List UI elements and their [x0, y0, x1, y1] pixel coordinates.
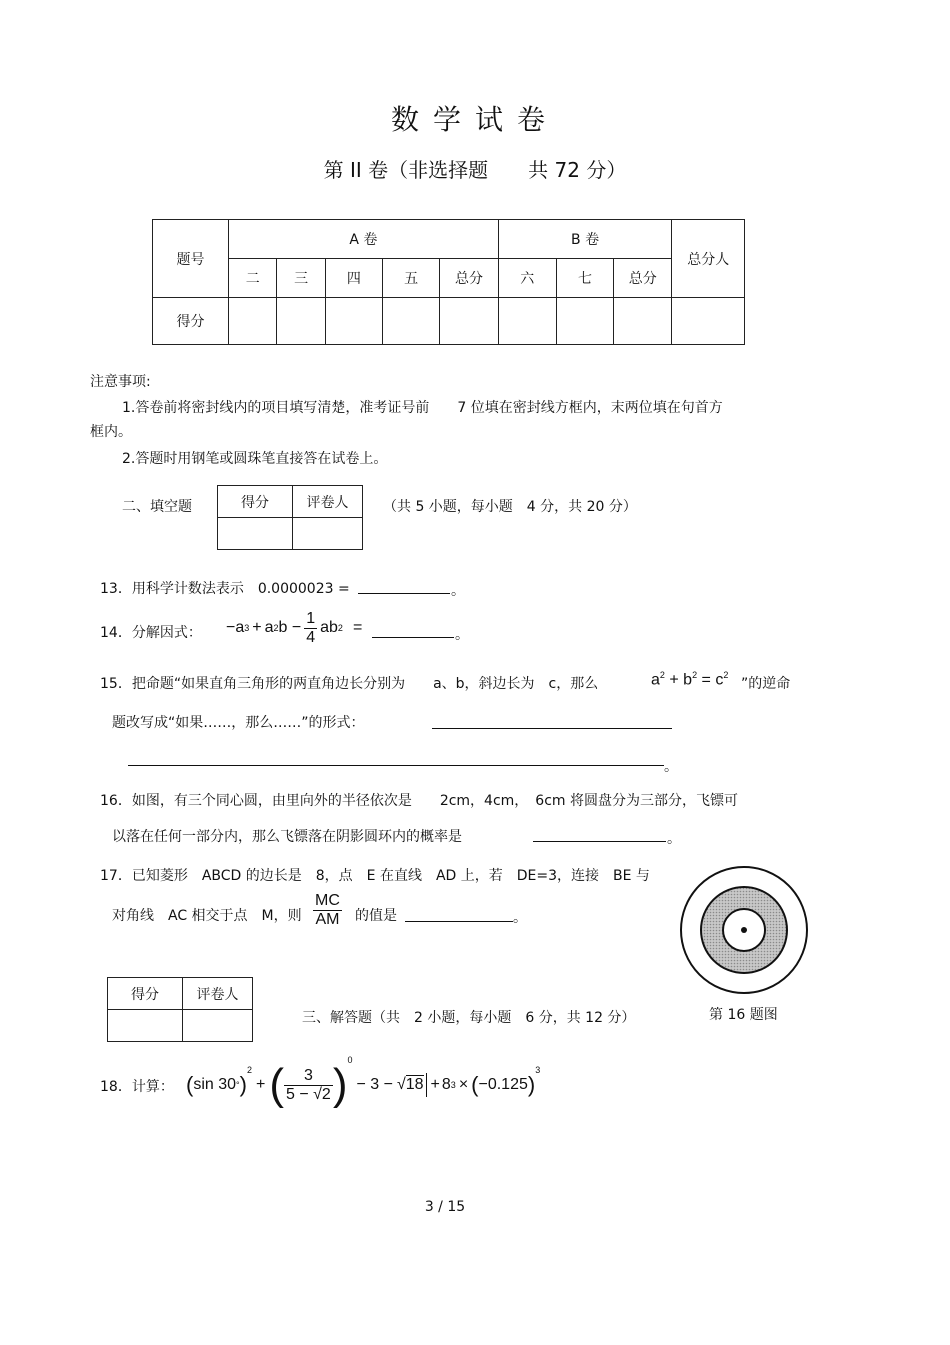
- q15-plus: +: [669, 671, 679, 689]
- q18-exp2: 2: [246, 1065, 252, 1075]
- row-label: 题号: [153, 220, 229, 298]
- score-label: 得分: [153, 298, 229, 345]
- q17-frac-num: MC: [315, 892, 340, 909]
- q18-sin: sin 30: [193, 1076, 237, 1093]
- b-col: 七: [556, 259, 613, 298]
- section3-grade-box: [107, 977, 253, 1042]
- grade-box-score-cell[interactable]: [108, 1010, 183, 1042]
- q18-frac-den-root: 2: [321, 1085, 331, 1103]
- center-dot: [741, 927, 747, 933]
- question-13-end: 。: [451, 583, 465, 599]
- question-13: 13．用科学计数法表示 0.0000023 =: [100, 581, 350, 597]
- q18-times: ×: [458, 1076, 469, 1093]
- q18-mid: − 3 −: [356, 1076, 393, 1093]
- q18-plus2: +: [430, 1076, 440, 1093]
- page-number: 3 / 15: [424, 1199, 466, 1215]
- q14-fraction: [304, 610, 317, 647]
- q15-b: b: [683, 671, 693, 689]
- q18-deg: °: [236, 1080, 240, 1090]
- score-cell[interactable]: [383, 298, 440, 345]
- q18-abs-bar: [426, 1073, 427, 1097]
- answer-blank-15a[interactable]: [432, 727, 672, 729]
- grade-box-grader: 评卷人: [293, 486, 363, 518]
- q14-exp: 2: [337, 623, 343, 633]
- score-cell[interactable]: [277, 298, 325, 345]
- grade-box-score: 得分: [218, 486, 293, 518]
- q14-term: b −: [278, 619, 302, 636]
- q14-eq: =: [352, 619, 363, 636]
- q18-big-lparen: (: [269, 1060, 284, 1109]
- q14-frac-den: 4: [306, 628, 316, 646]
- b-col: 总分: [614, 259, 672, 298]
- q15-exp: 2: [692, 670, 698, 680]
- question-14-expression: [226, 604, 362, 652]
- question-15-formula: [651, 670, 728, 689]
- q18-lparen: (: [186, 1072, 194, 1097]
- q18-frac-den: 5 − √2: [285, 1085, 331, 1103]
- grade-box-score-cell[interactable]: [218, 518, 293, 550]
- question-15-line1-end: ”的逆命: [741, 676, 791, 692]
- q18-rparen: ): [239, 1072, 247, 1097]
- b-group-header: B 卷: [498, 220, 672, 259]
- q14-exp: 3: [244, 623, 250, 633]
- a-col: 五: [383, 259, 440, 298]
- a-col: 总分: [440, 259, 498, 298]
- q18-neg: −0.125: [478, 1076, 528, 1093]
- score-table: [152, 219, 745, 345]
- q18-frac-den-a: 5 −: [285, 1085, 309, 1103]
- question-17-line2b: 的值是: [355, 908, 397, 924]
- question-16-line1: 16．如图，有三个同心圆，由里向外的半径依次是 2cm，4cm， 6cm 将圆盘分为三部分，飞镖可: [100, 793, 738, 809]
- q14-term: a: [264, 619, 274, 636]
- b-col: 六: [498, 259, 556, 298]
- grade-box-grader-cell[interactable]: [183, 1010, 253, 1042]
- score-cell[interactable]: [614, 298, 672, 345]
- grade-box-grader: 评卷人: [183, 978, 253, 1010]
- notes-item-2: 2.答题时用钢笔或圆珠笔直接答在试卷上。: [122, 451, 388, 467]
- answer-blank-14[interactable]: [372, 636, 454, 638]
- q18-lparen2: (: [471, 1072, 479, 1097]
- question-17-line2a: 对角线 AC 相交于点 M，则: [112, 908, 302, 924]
- a-col: 三: [277, 259, 325, 298]
- q15-eq: = c: [701, 671, 724, 689]
- notes-item-1: 1.答卷前将密封线内的项目填写清楚，准考证号前 7 位填在密封线方框内，末两位填在句首方: [122, 400, 723, 416]
- section2-grade-box: [217, 485, 363, 550]
- q14-term: −a: [226, 619, 245, 636]
- score-cell[interactable]: [498, 298, 556, 345]
- section2-label: 二、填空题: [122, 499, 192, 515]
- q17-fraction: [313, 892, 342, 929]
- q18-exp3a: 3: [450, 1080, 456, 1090]
- section3-info: 三、解答题（共 2 小题，每小题 6 分，共 12 分）: [302, 1010, 636, 1026]
- page-title: 数学试卷: [390, 103, 559, 136]
- q14-frac-num: 1: [306, 609, 316, 627]
- q18-exp3b: 3: [535, 1065, 541, 1075]
- q18-eight: 8: [441, 1076, 451, 1093]
- answer-blank-16[interactable]: [533, 840, 666, 842]
- q15-exp: 2: [723, 670, 729, 680]
- question-18-prefix: 18．计算：: [100, 1079, 174, 1095]
- q15-exp: 2: [659, 670, 665, 680]
- question-16-line2: 以落在任何一部分内，那么飞镖落在阴影圆环内的概率是: [112, 829, 462, 845]
- answer-blank-13[interactable]: [358, 592, 450, 594]
- q17-frac-den: AM: [315, 911, 340, 928]
- score-cell[interactable]: [229, 298, 277, 345]
- question-14-prefix: 14．分解因式：: [100, 625, 202, 641]
- q18-rparen2: ): [527, 1072, 536, 1097]
- question-17-line1: 17．已知菱形 ABCD 的边长是 8，点 E 在直线 AD 上，若 DE=3，连接 BE 与: [100, 868, 650, 884]
- q18-exp0: 0: [347, 1055, 353, 1065]
- question-16-end: 。: [667, 831, 681, 847]
- answer-blank-15b[interactable]: [128, 764, 664, 766]
- question-15-line2: 题改写成“如果……，那么……”的形式：: [112, 715, 365, 731]
- total-person-header: 总分人: [672, 220, 745, 298]
- q14-plus: +: [252, 619, 262, 636]
- score-cell[interactable]: [440, 298, 498, 345]
- grade-box-score: 得分: [108, 978, 183, 1010]
- a-col: 四: [325, 259, 382, 298]
- score-cell[interactable]: [556, 298, 613, 345]
- page-subtitle: 第 II 卷（非选择题 共 72 分）: [323, 158, 627, 182]
- score-cell[interactable]: [325, 298, 382, 345]
- score-cell[interactable]: [672, 298, 745, 345]
- q14-exp: 2: [273, 623, 279, 633]
- notes-heading: 注意事项:: [90, 374, 151, 390]
- q18-root18: 18: [405, 1076, 424, 1093]
- q18-fraction: [284, 1067, 333, 1104]
- question-15-line1: 15．把命题“如果直角三角形的两直角边长分别为 a、b，斜边长为 c，那么: [100, 676, 599, 692]
- a-col: 二: [229, 259, 277, 298]
- concentric-circles-figure: [676, 866, 812, 1000]
- q18-big-rparen: ): [332, 1060, 348, 1109]
- q18-sqrt: √18: [396, 1076, 424, 1093]
- q18-frac-num: 3: [284, 1067, 333, 1086]
- answer-blank-17[interactable]: [405, 920, 513, 922]
- grade-box-grader-cell[interactable]: [293, 518, 363, 550]
- figure-caption: 第 16 题图: [709, 1007, 778, 1023]
- question-17-end: 。: [513, 910, 527, 926]
- section2-info: （共 5 小题，每小题 4 分，共 20 分）: [383, 499, 637, 515]
- q18-plus1: +: [255, 1076, 266, 1093]
- question-18-expression: [186, 1055, 540, 1115]
- notes-item-1-cont: 框内。: [90, 424, 132, 440]
- q14-term: ab: [320, 619, 338, 636]
- q15-a: a: [651, 671, 660, 689]
- question-15-end: 。: [664, 759, 678, 775]
- question-14-end: 。: [455, 627, 469, 643]
- a-group-header: A 卷: [229, 220, 499, 259]
